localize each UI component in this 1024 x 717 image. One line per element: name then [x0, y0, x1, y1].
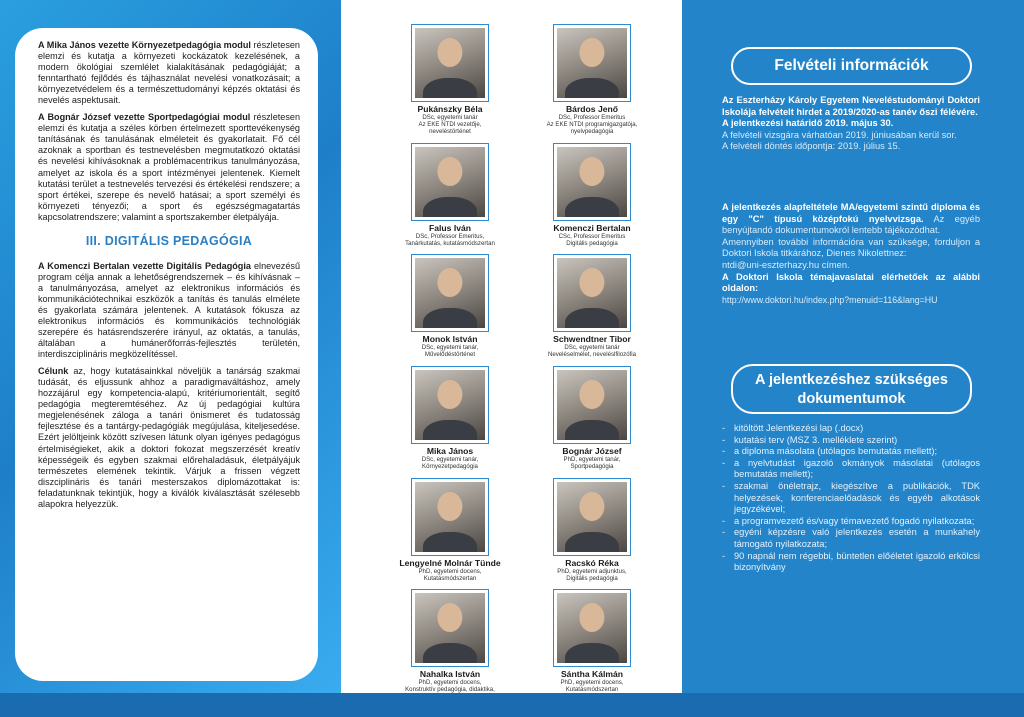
faculty-name: Mika János: [426, 446, 474, 456]
faculty-role: PhD, egyetemi adjunktus,: [557, 568, 627, 575]
faculty-role: CSc, Professor Emeritus: [558, 233, 626, 240]
portrait-photo: [553, 478, 631, 556]
faculty-role: Kutatásmódszertan: [423, 575, 477, 583]
faculty-role: Művelődéstörténet: [424, 351, 476, 359]
faculty-role: DSc, Professor Emeritus: [558, 114, 626, 121]
exam-date: A felvételi vizsgára várhatóan 2019. júniusában kerül sor.: [722, 129, 957, 140]
documents-list: [722, 423, 980, 574]
portrait-head: [437, 492, 462, 521]
portrait-image: [415, 370, 485, 440]
portrait-shoulders: [565, 308, 618, 328]
portrait-image: [415, 593, 485, 663]
portrait-photo: [411, 366, 489, 444]
document-item: - a nyelvtudást igazoló okmányok másolatai (utólagos bemutatás mellett);: [722, 458, 980, 481]
contact-email[interactable]: ntdi@uni-eszterhazy.hu címen.: [722, 259, 850, 270]
portrait-photo: [411, 589, 489, 667]
portrait-image: [415, 482, 485, 552]
paragraph-digital-pedagogy: [38, 261, 300, 360]
faculty-role: Kutatásmódszertan: [565, 686, 619, 694]
requirement-text: Az egyéb benyújtandó dokumentumokról lentebb tájékozódhat.: [722, 213, 980, 236]
portrait-head: [437, 380, 462, 409]
portrait-photo: [553, 24, 631, 102]
faculty-role: Sportpedagógia: [570, 463, 614, 471]
paragraph-lead: A Bognár József vezette Sportpedagógiai modul: [38, 112, 251, 123]
paragraph-lead: A Komenczi Bertalan vezette Digitális Pedagógia: [38, 260, 251, 271]
paragraph-body: az, hogy kutatásainkkal növeljük a tanárság szakmai tudását, és eljussunk ahhoz a paradigmaváltáshoz, amely hozzájárul egy kompetencia-alapú, kritériumorientált, segítő pedagógia megteremtéséhez. Az új pedagógiai kultúra megjelenésének záloga a tanári önismeret és tudatosság fejlesztése és a tantárgy-pedagógiák megújulása, kiteljesedése. Ezért jelöltjeink között szívesen látunk olyan igényes pedagógus értelmiségieket, akik a doktori fokozat megszerzését kreatív képességeik és egyben szakmai előrehaladásuk, életpályájuk természetes elemének tekintik. Várjuk a frissen végzett diszciplináris és tanári mesterszakos diplomázottakat is: feladatunknak tekintjük, hogy a kiválók kiválasztását szélesebb alapokra helyezzük.: [38, 366, 300, 509]
faculty-role: Az EKE NTDI vezetője,: [418, 121, 482, 129]
faculty-member: [375, 366, 525, 470]
portrait-image: [415, 28, 485, 98]
requirements-block: [722, 202, 980, 306]
faculty-member: [375, 589, 525, 701]
paragraph-lead: Célunk: [38, 366, 69, 377]
portrait-shoulders: [423, 532, 476, 552]
documents-list-block: [722, 423, 980, 574]
paragraph-body: részletesen elemzi és kutatja a széles körben értelmezett sporttevékenység tanításának és tanulásának elméleteit és gyakorlatait. Fő cél azoknak a sportban és testnevelésben megmutatkozó oktatási és nevelési kihívásoknak a problémacentrikus tanulmányozása, amelyet az iskola és a sport intézményei jelentenek. Kiemelt kutatási terület a testnevelés tervezési és értékelési rendszere; a sport értékei, szerepe és nevelő hatásai; a sport személyi és környezeti tényezői; a sport és egészségmagatartás kapcsolatrendszere; valamint a sportszakember életpályája.: [38, 112, 300, 222]
document-item: - kutatási terv (MSZ 3. melléklete szerint): [722, 435, 980, 447]
section-heading: III. DIGITÁLIS PEDAGÓGIA: [85, 233, 253, 248]
portrait-shoulders: [565, 643, 618, 663]
portrait-head: [579, 380, 604, 409]
faculty-name: Nahalka István: [419, 669, 481, 679]
admission-info-block: [722, 95, 980, 153]
portrait-image: [557, 28, 627, 98]
faculty-member: [375, 24, 525, 136]
faculty-role: DSc, egyetemi tanár: [422, 114, 478, 121]
admission-info-heading: Felvételi információk: [731, 47, 972, 85]
faculty-role: nyelvpedagógia: [570, 128, 614, 136]
requirement-bold: A jelentkezés alapfeltétele MA/egyetemi szintű diploma és egy "C" típusú középfokú nyelvvizsga.: [722, 202, 980, 224]
portrait-shoulders: [565, 532, 618, 552]
faculty-member: [517, 143, 667, 247]
faculty-member: [375, 254, 525, 358]
left-panel: [0, 0, 341, 717]
paragraph-body: elnevezésű program célja annak a lehetőségrendszernek – és kihívásnak – a tanulmányozása, amelyet az elektronikus információs és kommunikációtechnikai eszközök a tanítás és tanulás elmélete és gyakorlata számára jelentenek. A kutatások fókusza az elektronikus információs és kommunikációs technológiák szerepére és hatásrendszerére irányul, az oktatás, a tanulás, általában a humánerőforrás-fejlesztés területén, interdiszciplináris megközelítéssel.: [38, 260, 300, 360]
faculty-role: Digitális pedagógia: [566, 240, 618, 248]
portrait-image: [557, 147, 627, 217]
faculty-name: Racskó Réka: [565, 558, 619, 568]
faculty-role: Digitális pedagógia: [566, 575, 618, 583]
portrait-photo: [553, 143, 631, 221]
faculty-role: PhD, egyetemi tanár,: [563, 456, 621, 463]
portrait-photo: [553, 254, 631, 332]
faculty-name: Falus Iván: [428, 223, 472, 233]
requirement: [722, 202, 980, 237]
left-text-column: [38, 40, 300, 516]
faculty-member: [375, 478, 525, 582]
portrait-head: [437, 268, 462, 297]
faculty-role: Tanárkutatás, kutatásmódszertan: [405, 240, 495, 248]
portrait-photo: [411, 478, 489, 556]
portrait-head: [579, 603, 604, 632]
portrait-photo: [411, 143, 489, 221]
portrait-shoulders: [423, 420, 476, 440]
portrait-shoulders: [423, 197, 476, 217]
faculty-panel: [341, 0, 682, 717]
portrait-image: [557, 370, 627, 440]
faculty-role: neveléstörténet: [429, 128, 471, 136]
documents-heading-line1: A jelentkezéshez szükséges: [755, 372, 948, 388]
portrait-head: [579, 492, 604, 521]
faculty-name: Monok István: [422, 334, 478, 344]
faculty-role: Az EKE NTDI programigazgatója,: [546, 121, 638, 129]
portrait-image: [557, 258, 627, 328]
faculty-role: PhD, egyetemi docens,: [560, 679, 624, 686]
faculty-member: [517, 478, 667, 582]
faculty-role: DSc, egyetemi tanár: [564, 344, 620, 351]
faculty-member: [517, 24, 667, 136]
paragraph-goal: [38, 366, 300, 510]
documents-heading-line2: dokumentumok: [797, 391, 906, 407]
documents-heading: [731, 364, 972, 414]
portrait-photo: [553, 589, 631, 667]
portrait-shoulders: [423, 643, 476, 663]
info-intro: Az Eszterházy Károly Egyetem Neveléstudományi Doktori Iskolája felvételt hirdet a 2019/2020-as tanév őszi félévére.: [722, 95, 980, 117]
faculty-role: DSc, egyetemi tanár,: [421, 456, 479, 463]
paragraph-lead: A Mika János vezette Környezetpedagógia modul: [38, 40, 251, 50]
faculty-role: DSc, egyetemi tanár,: [421, 344, 479, 351]
portrait-shoulders: [565, 78, 618, 98]
faculty-role: DSc, Professor Emeritus,: [415, 233, 485, 240]
faculty-role: PhD, egyetemi docens,: [418, 679, 482, 686]
portrait-image: [415, 258, 485, 328]
portrait-photo: [411, 254, 489, 332]
paragraph-sport-pedagogy: [38, 112, 300, 222]
topics-text: A Doktori Iskola témajavaslatai elérhetőek az alábbi oldalon:: [722, 271, 980, 294]
document-item: - a programvezető és/vagy témavezető fogadó nyilatkozata;: [722, 516, 980, 528]
faculty-name: Bognár József: [562, 446, 622, 456]
faculty-role: Neveléselmélet, neveléslfilozófia: [547, 351, 637, 359]
faculty-name: Schwendtner Tibor: [553, 334, 631, 344]
faculty-member: [517, 589, 667, 693]
faculty-member: [375, 143, 525, 247]
faculty-name: Bárdos Jenő: [565, 104, 619, 114]
faculty-name: Lengyelné Molnár Tünde: [399, 558, 501, 568]
faculty-role: Környezetpedagógia: [422, 463, 478, 471]
document-item: - kitöltött Jelentkezési lap (.docx): [722, 423, 980, 435]
topics-url[interactable]: http://www.doktori.hu/index.php?menuid=116&lang=HU: [722, 294, 938, 305]
portrait-head: [579, 38, 604, 67]
portrait-head: [437, 38, 462, 67]
portrait-head: [437, 157, 462, 186]
document-item: - szakmai önéletrajz, kiegészítve a publikációk, TDK helyezések, konferenciaelőadások és egyéb alkotások jegyzékével;: [722, 481, 980, 516]
document-item: - egyéni képzésre való jelentkezés esetén a munkahely támogató nyilatkozata;: [722, 527, 980, 550]
document-item: - 90 napnál nem régebbi, büntetlen előéletet igazoló erkölcsi bizonyítvány: [722, 551, 980, 574]
faculty-member: [517, 366, 667, 470]
portrait-photo: [411, 24, 489, 102]
faculty-name: Komenczi Bertalan: [553, 223, 631, 233]
contact-text: Amennyiben további információra van szüksége, forduljon a Doktori Iskola titkárához, Dienes Nikolettnez:: [722, 236, 980, 259]
portrait-image: [557, 593, 627, 663]
portrait-head: [579, 157, 604, 186]
paragraph-body: részletesen elemzi és kutatja a környezeti kockázatok kezelésének, a modern ökológiai szemlélet kialakításának pedagógiáját; a fenntartható fejlődés és tájhasználat nevelési vonatkozásait; a környezetvédelem és a természettudományi képzés oktatási és nevelés aspektusait.: [38, 40, 300, 106]
decision-date: A felvételi döntés időpontja: 2019. július 15.: [722, 141, 901, 152]
faculty-name: Sántha Kálmán: [560, 669, 624, 679]
portrait-shoulders: [565, 197, 618, 217]
document-item: - a diploma másolata (utólagos bemutatás mellett);: [722, 446, 980, 458]
faculty-member: [517, 254, 667, 358]
portrait-image: [557, 482, 627, 552]
portrait-photo: [553, 366, 631, 444]
faculty-name: Pukánszky Béla: [417, 104, 483, 114]
portrait-shoulders: [423, 308, 476, 328]
portrait-head: [437, 603, 462, 632]
faculty-role: PhD, egyetemi docens,: [418, 568, 482, 575]
faculty-role: Konstruktív pedagógia, didaktika,: [405, 686, 495, 694]
bottom-strip: [0, 693, 1024, 717]
portrait-shoulders: [565, 420, 618, 440]
portrait-head: [579, 268, 604, 297]
right-panel: [682, 0, 1024, 717]
deadline: A jelentkezési határidő 2019. május 30.: [722, 118, 894, 129]
paragraph-environmental-pedagogy: [38, 40, 300, 106]
portrait-shoulders: [423, 78, 476, 98]
portrait-image: [415, 147, 485, 217]
